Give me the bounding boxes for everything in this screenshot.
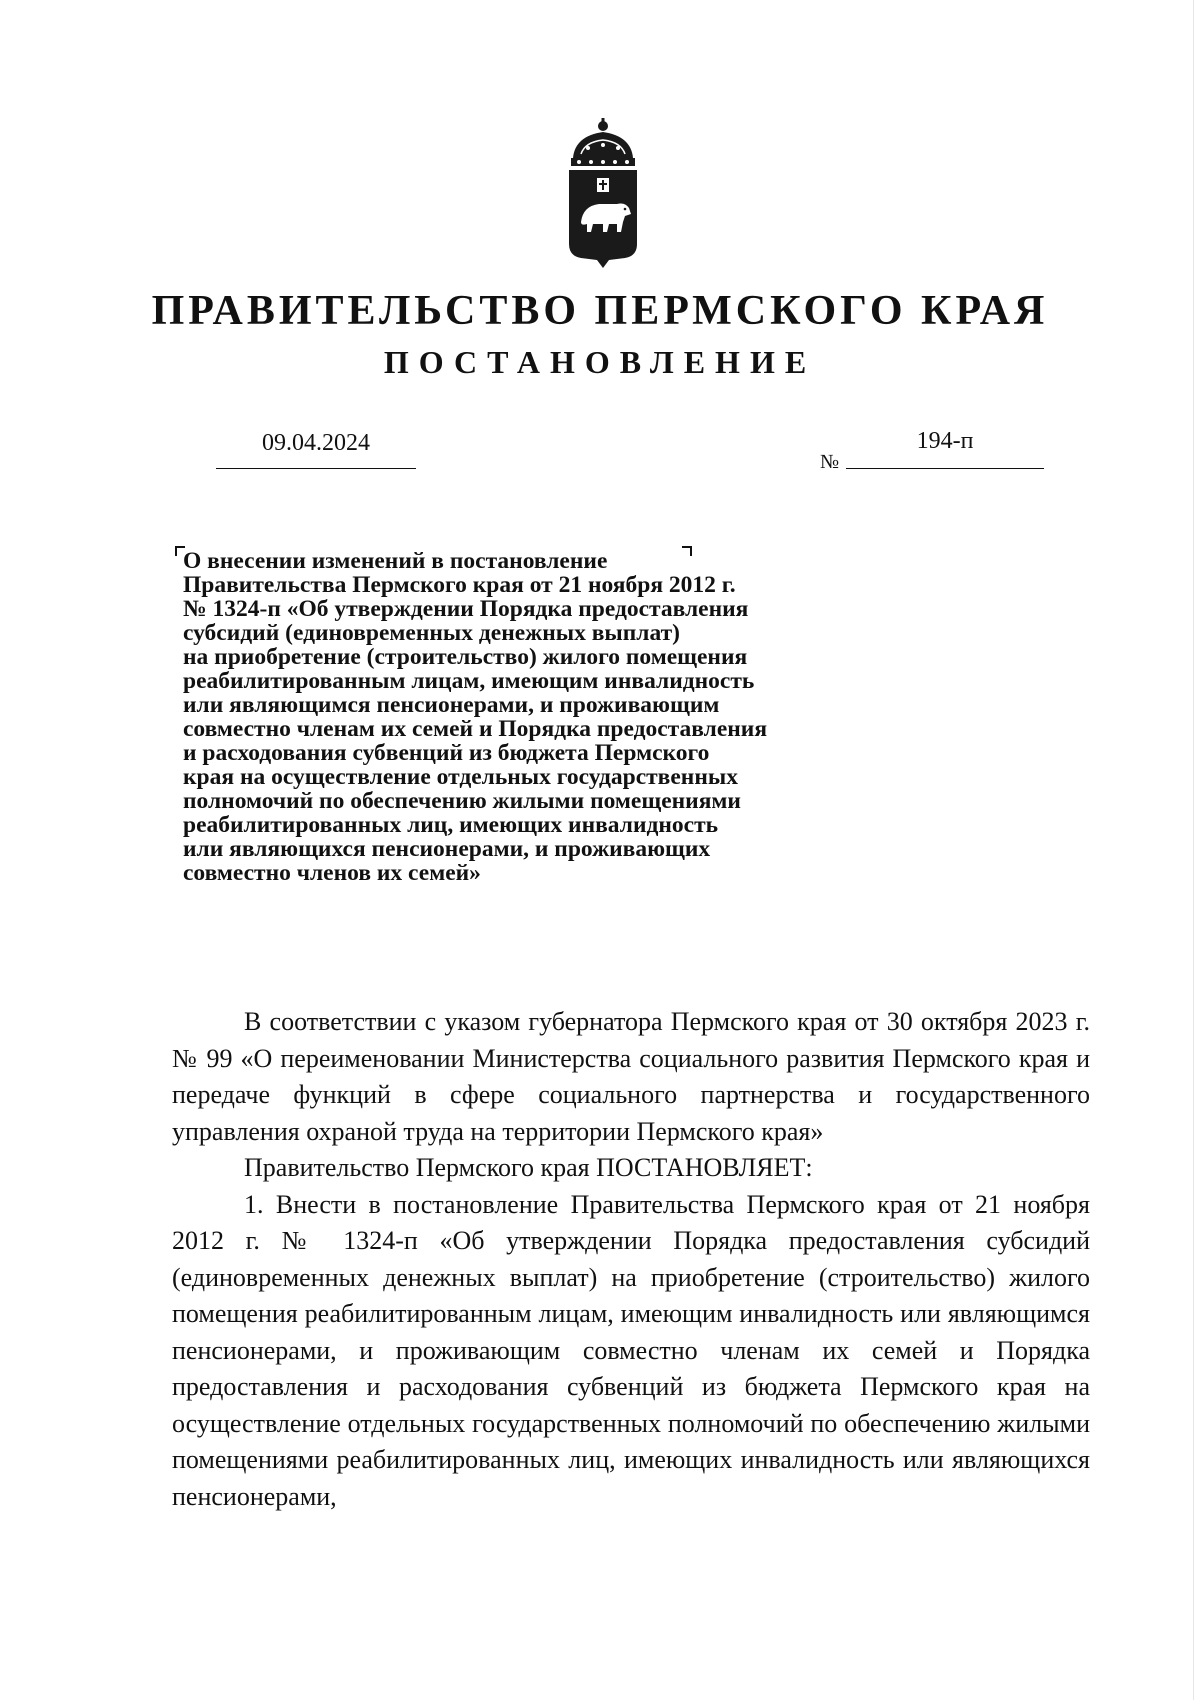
number-underline — [846, 468, 1044, 469]
subject-line: совместно членов их семей» — [183, 860, 481, 886]
number-sign: № — [820, 451, 840, 473]
shield-icon — [569, 170, 637, 268]
crown-icon — [571, 118, 635, 166]
document-subject — [183, 549, 903, 885]
subject-line: О внесении изменений в постановление — [183, 548, 608, 574]
subject-line: и расходования субвенций из бюджета Пермского — [183, 740, 710, 766]
organization-title: ПРАВИТЕЛЬСТВО ПЕРМСКОГО КРАЯ — [151, 288, 1049, 334]
subject-line: или являющихся пенсионерами, и проживающих — [183, 836, 711, 862]
document-number: 194-п — [916, 428, 974, 454]
perm-krai-coat-of-arms-icon — [563, 118, 643, 268]
date-underline — [216, 468, 416, 469]
subject-line: реабилитированных лиц, имеющих инвалидность — [183, 812, 719, 838]
subject-line: полномочий по обеспечению жилыми помещениями — [183, 788, 741, 814]
page-edge — [1193, 0, 1194, 1700]
body-paragraph-resolves: Правительство Пермского края ПОСТАНОВЛЯЕТ: — [244, 1153, 813, 1182]
subject-line: совместно членам их семей и Порядка предоставления — [183, 716, 768, 742]
document-type: ПОСТАНОВЛЕНИЕ — [383, 344, 817, 380]
subject-line: Правительства Пермского края от 21 ноября 2012 г. — [183, 572, 736, 598]
document-date: 09.04.2024 — [262, 430, 370, 456]
body-paragraph-preamble: В соответствии с указом губернатора Пермского края от 30 октября 2023 г. № 99 «О переименовании Министерства социального развития Пермского края и передаче функций в сфере социального партнерства и государственного управления охраной труда на территории Пермского края» — [172, 1007, 1090, 1146]
subject-line: или являющимся пенсионерами, и проживающим — [183, 692, 720, 718]
subject-line: № 1324-п «Об утверждении Порядка предоставления — [183, 596, 749, 622]
body-paragraph-item-1: 1. Внести в постановление Правительства Пермского края от 21 ноября 2012 г. № 1324-п «Об утверждении Порядка предоставления субсидий (единовременных денежных выплат) на приобретение (строительство) жилого помещения реабилитированным лицам, имеющим инвалидность или являющимся пенсионерами, и проживающим совместно членам их семей и Порядка предоставления и расходования субвенций из бюджета Пермского края на осуществление отдельных государственных полномочий по обеспечению жилыми помещениями реабилитированных лиц, имеющих инвалидность или являющихся пенсионерами, — [172, 1189, 1090, 1511]
subject-line: реабилитированным лицам, имеющим инвалидность — [183, 668, 755, 694]
document-body — [172, 1004, 1090, 1515]
subject-line: субсидий (единовременных денежных выплат) — [183, 620, 680, 646]
subject-line: на приобретение (строительство) жилого помещения — [183, 644, 748, 670]
subject-line: края на осуществление отдельных государственных — [183, 764, 738, 790]
